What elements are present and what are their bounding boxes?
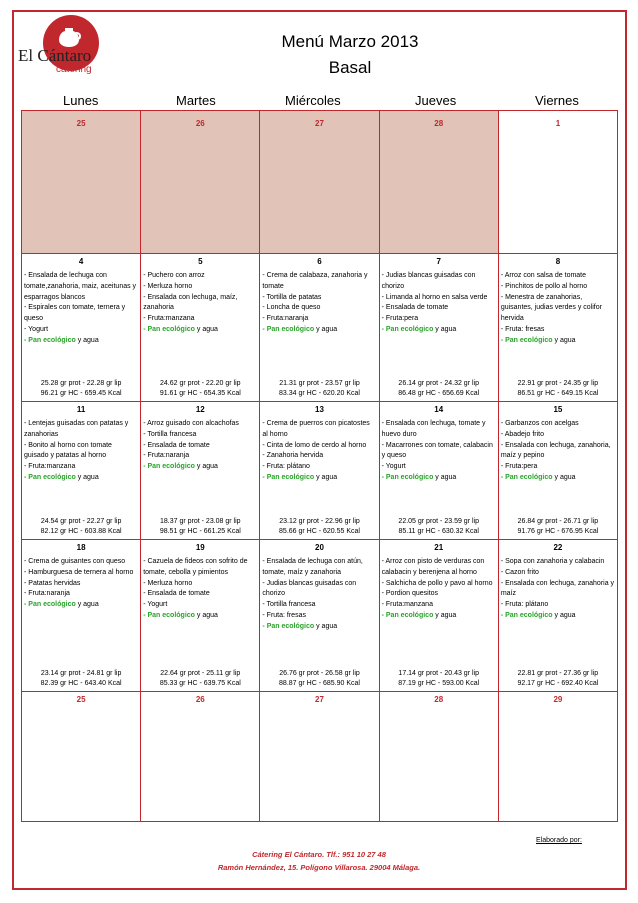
menu-item: - Cinta de lomo de cerdo al horno [262, 441, 367, 449]
menu-items [260, 557, 378, 633]
nutrition-line: 26.84 gr prot - 26.71 gr lip [517, 518, 599, 525]
nutrition-line: 17.14 gr prot - 20.43 gr lip [398, 670, 479, 677]
menu-item: - Macarrones con tomate, calabacin y queso [381, 441, 493, 460]
day-cell [380, 692, 499, 822]
eco-bread-line: - Pan ecológico y agua [262, 325, 338, 333]
menu-item: - Fruta:manzana [143, 315, 195, 323]
nutrition-line: 23.14 gr prot - 24.81 gr lip [40, 670, 122, 677]
day-number: 22 [553, 543, 563, 552]
day-cell [22, 402, 141, 540]
day-number: 21 [434, 543, 444, 552]
weekday-header [21, 93, 618, 110]
nutrition-info [499, 379, 617, 399]
nutrition-line: 24.62 gr prot - 22.20 gr lip [160, 380, 241, 387]
menu-items [499, 271, 617, 347]
day-cell [499, 402, 618, 540]
eco-bread-line: - Pan ecológico y agua [381, 473, 457, 481]
day-cell [260, 254, 379, 402]
menu-item: - Merluza horno [143, 282, 193, 290]
eco-bread-suffix: y agua [433, 473, 457, 481]
day-number: 15 [553, 405, 563, 414]
menu-item: - Yogurt [24, 325, 49, 333]
eco-bread-label: Pan ecológico [266, 622, 315, 630]
eco-bread-label: Pan ecológico [147, 463, 195, 471]
footer-line-1: Cátering El Cántaro. Tlf.: 951 10 27 48 [252, 850, 386, 859]
day-cell [141, 402, 260, 540]
eco-bread-label: Pan ecológico [505, 473, 553, 481]
eco-bread-suffix: y agua [194, 325, 218, 333]
eco-bread-label: Pan ecológico [28, 473, 76, 481]
day-cell [380, 111, 499, 254]
menu-item: - Lentejas guisadas con patatas y zanahorias [24, 420, 129, 438]
menu-item: - Tortilla francesa [143, 430, 197, 438]
menu-item: - Pordion quesitos [381, 590, 439, 598]
nutrition-info [260, 669, 378, 689]
menu-item: - Ensalada con lechuga, zanahoria, maíz y pepino [500, 441, 611, 460]
menu-item: - Loncha de queso [262, 304, 321, 312]
day-number: 19 [195, 543, 205, 552]
day-number: 29 [553, 695, 563, 704]
menu-item: - Tortilla francesa [262, 601, 316, 609]
day-cell [260, 111, 379, 254]
nutrition-line: 91.76 gr HC - 676.95 Kcal [517, 528, 599, 535]
eco-bread-suffix: y agua [75, 473, 99, 481]
elaborado-label: Elaborado por: [536, 837, 582, 844]
nutrition-line: 22.64 gr prot - 25.11 gr lip [160, 670, 241, 677]
nutrition-line: 85.11 gr HC - 630.32 Kcal [398, 528, 479, 535]
day-number: 28 [434, 695, 444, 704]
nutrition-line: 82.12 gr HC - 603.88 Kcal [40, 528, 122, 535]
menu-items [260, 419, 378, 484]
day-cell [22, 111, 141, 254]
menu-items [141, 271, 259, 336]
nutrition-line: 22.91 gr prot - 24.35 gr lip [517, 380, 599, 387]
nutrition-line: 87.19 gr HC - 593.00 Kcal [398, 680, 480, 687]
logo-subtitle: catering [56, 64, 92, 75]
menu-items [22, 419, 140, 484]
menu-item: - Crema de calabaza, zanahoria y [262, 272, 368, 279]
nutrition-line: 88.87 gr HC - 685.90 Kcal [279, 680, 360, 687]
menu-items [380, 557, 498, 622]
menu-items [499, 557, 617, 622]
eco-bread-line: - Pan ecológico y agua [24, 336, 99, 344]
menu-item: - Arroz con salsa de tomate [500, 272, 587, 279]
menu-item: - Ensalada de lechuga con tomate,zanahoria, maiz, aceitunas y esparragos blancos [24, 272, 137, 301]
day-viernes: Viernes [535, 93, 579, 108]
day-cell [22, 540, 141, 692]
logo [16, 14, 102, 74]
nutrition-info [141, 669, 259, 689]
eco-bread-label: Pan ecológico [385, 325, 434, 333]
day-number: 18 [76, 543, 86, 552]
nutrition-line: 26.14 gr prot - 24.32 gr lip [398, 380, 479, 387]
eco-bread-suffix: y agua [314, 622, 338, 630]
menu-item: - Ensalada con lechuga, zanahoria y maíz [500, 579, 615, 598]
menu-item: - Fruta:pera [381, 315, 419, 323]
day-number: 4 [78, 257, 84, 266]
day-number: 8 [555, 257, 561, 266]
menu-item: - Yogurt [143, 601, 168, 609]
menu-items [380, 419, 498, 484]
nutrition-line: 21.31 gr prot - 23.57 gr lip [279, 380, 360, 387]
menu-item: - Arroz con pisto de verduras con calabacin y berenjena al horno [381, 558, 485, 576]
nutrition-info [22, 379, 140, 399]
menu-calendar [21, 110, 618, 822]
menu-item: - Sopa con zanahoria y calabacin [500, 558, 605, 565]
eco-bread-suffix: y agua [314, 325, 338, 333]
menu-item: - Fruta: fresas [262, 611, 306, 619]
day-number: 28 [434, 119, 444, 128]
menu-item: - Menestra de zanahorias, guisantes, judias verdes y colifor hervida [500, 293, 602, 323]
eco-bread-line: - Pan ecológico y agua [381, 611, 457, 619]
day-cell [22, 692, 141, 822]
nutrition-line: 85.33 gr HC - 639.75 Kcal [159, 680, 241, 687]
day-number: 12 [195, 405, 205, 414]
day-cell [499, 111, 618, 254]
day-number: 1 [555, 119, 561, 128]
menu-item: - Arroz guisado con alcachofas [143, 420, 239, 427]
eco-bread-suffix: y agua [552, 611, 576, 619]
page-title [240, 29, 460, 81]
day-martes: Martes [176, 93, 216, 108]
menu-items [141, 419, 259, 473]
menu-item: - Ensalada de lechuga con atún, tomate, maíz y zanahoria [262, 558, 363, 576]
day-cell [141, 111, 260, 254]
day-cell [499, 254, 618, 402]
day-cell [380, 402, 499, 540]
day-cell [499, 692, 618, 822]
day-number: 5 [198, 257, 203, 266]
eco-bread-line: - Pan ecológico y agua [262, 473, 338, 481]
day-cell [22, 254, 141, 402]
eco-bread-label: Pan ecológico [266, 473, 315, 481]
menu-item: - Fruta:naranja [24, 590, 70, 598]
nutrition-line: 86.51 gr HC - 649.15 Kcal [517, 390, 599, 397]
nutrition-info [260, 517, 378, 537]
eco-bread-suffix: y agua [552, 336, 576, 344]
menu-item: - Yogurt [381, 463, 406, 471]
eco-bread-line: - Pan ecológico y agua [500, 473, 576, 481]
week-row [22, 540, 618, 692]
menu-item: - Abadejo frito [500, 430, 545, 438]
menu-item: - Pinchitos de pollo al horno [500, 282, 588, 290]
nutrition-line: 92.17 gr HC - 692.40 Kcal [517, 680, 599, 687]
menu-item: - Crema de guisantes con queso [24, 558, 126, 565]
logo-name: El Cántaro [18, 46, 92, 65]
jug-icon [56, 26, 82, 48]
menu-item: - Fruta:naranja [143, 452, 190, 460]
nutrition-line: 25.28 gr prot - 22.28 gr lip [40, 380, 122, 387]
day-jueves: Jueves [415, 93, 457, 108]
menu-item: - Fruta:manzana [381, 601, 433, 609]
menu-item: - Fruta:naranja [262, 315, 309, 323]
day-number: 13 [315, 405, 324, 414]
day-number: 27 [315, 119, 324, 128]
eco-bread-line: - Pan ecológico y agua [500, 611, 576, 619]
eco-bread-label: Pan ecológico [385, 611, 434, 619]
menu-items [22, 271, 140, 347]
nutrition-line: 22.81 gr prot - 27.36 gr lip [517, 670, 599, 677]
eco-bread-suffix: y agua [433, 325, 457, 333]
week-row [22, 111, 618, 254]
menu-items [260, 271, 378, 336]
menu-item: - Fruta: fresas [500, 325, 545, 333]
footer-line-2: Ramón Hernández, 15. Polígono Villarosa. 29004 Málaga. [217, 863, 421, 872]
eco-bread-suffix: y agua [75, 601, 99, 609]
week-row [22, 254, 618, 402]
nutrition-line: 24.54 gr prot - 22.27 gr lip [40, 518, 122, 525]
eco-bread-line: - Pan ecológico y agua [381, 325, 457, 333]
eco-bread-suffix: y agua [194, 611, 218, 619]
eco-bread-line: - Pan ecológico y agua [143, 325, 218, 333]
menu-item: - Judias blancas guisadas con chorizo [381, 272, 476, 290]
title-line-2: Basal [328, 58, 372, 77]
menu-item: - Crema de puerros con picatostes al horno [262, 420, 370, 438]
nutrition-line: 22.05 gr prot - 23.59 gr lip [398, 518, 479, 525]
menu-item: - Ensalada de tomate [143, 590, 210, 598]
nutrition-info [22, 517, 140, 537]
eco-bread-label: Pan ecológico [266, 325, 315, 333]
day-number: 25 [76, 119, 86, 128]
menu-item: - Zanahoria hervida [262, 452, 324, 460]
menu-item: - Fruta:pera [500, 463, 538, 471]
menu-items [380, 271, 498, 336]
day-number: 14 [434, 405, 444, 414]
nutrition-line: 18.37 gr prot - 23.08 gr lip [160, 518, 241, 525]
menu-items [141, 557, 259, 622]
menu-item: - Merluza horno [143, 579, 193, 587]
eco-bread-label: Pan ecológico [147, 325, 195, 333]
menu-item: - Limanda al horno en salsa verde [381, 293, 488, 301]
eco-bread-line: - Pan ecológico y agua [24, 601, 99, 609]
menu-item: - Hamburguesa de ternera al horno [24, 568, 134, 576]
week-row [22, 692, 618, 822]
eco-bread-label: Pan ecológico [505, 611, 553, 619]
nutrition-info [141, 517, 259, 537]
nutrition-line: 98.51 gr HC - 661.25 Kcal [159, 528, 241, 535]
menu-items [499, 419, 617, 484]
day-miercoles: Miércoles [285, 93, 341, 108]
nutrition-info [380, 379, 498, 399]
nutrition-info [141, 379, 259, 399]
week-row [22, 402, 618, 540]
menu-item: - Fruta: plátano [500, 601, 549, 609]
day-number: 25 [76, 695, 86, 704]
nutrition-info [380, 669, 498, 689]
nutrition-line: 96.21 gr HC - 659.45 Kcal [40, 390, 122, 397]
nutrition-line: 23.12 gr prot - 22.96 gr lip [279, 518, 360, 525]
eco-bread-suffix: y agua [552, 473, 576, 481]
title-line-1: Menú Marzo 2013 [281, 32, 419, 51]
menu-item: - Espirales con tomate, ternera y queso [24, 304, 126, 323]
menu-item: - Judias blancas guisadas con chorizo [262, 579, 357, 598]
nutrition-line: 86.48 gr HC - 656.69 Kcal [398, 390, 480, 397]
eco-bread-label: Pan ecológico [28, 336, 76, 344]
menu-item: - Tortilla de patatas [262, 293, 322, 301]
menu-item: - Bonito al horno con tomate guisado y patatas al horno [24, 441, 112, 460]
eco-bread-suffix: y agua [194, 463, 218, 471]
eco-bread-label: Pan ecológico [385, 473, 434, 481]
menu-item: - Cazuela de fideos con sofrito de tomate, cebolla y pimientos [143, 558, 248, 576]
day-cell [260, 402, 379, 540]
menu-item: - Ensalada de tomate [381, 304, 449, 312]
menu-item: - Fruta: plátano [262, 463, 310, 471]
day-lunes: Lunes [63, 93, 99, 108]
menu-item: - Ensalada con lechuga, tomate y huevo duro [381, 420, 486, 438]
nutrition-info [260, 379, 378, 399]
day-cell [141, 692, 260, 822]
eco-bread-line: - Pan ecológico y agua [143, 463, 218, 471]
day-number: 7 [436, 257, 441, 266]
nutrition-line: 83.34 gr HC - 620.20 Kcal [279, 390, 360, 397]
day-cell [141, 540, 260, 692]
day-cell [380, 540, 499, 692]
day-cell [141, 254, 260, 402]
eco-bread-suffix: y agua [75, 336, 99, 344]
nutrition-line: 91.61 gr HC - 654.35 Kcal [159, 390, 241, 397]
nutrition-info [22, 669, 140, 689]
day-number: 6 [317, 257, 322, 266]
day-number: 27 [315, 695, 324, 704]
eco-bread-line: - Pan ecológico y agua [143, 611, 218, 619]
menu-item: - Patatas hervidas [24, 579, 81, 587]
day-cell [260, 692, 379, 822]
menu-item: - Cazon frito [500, 568, 539, 576]
day-number: 26 [195, 695, 205, 704]
eco-bread-label: Pan ecológico [28, 601, 76, 609]
nutrition-line: 26.76 gr prot - 26.58 gr lip [279, 670, 360, 677]
menu-items [22, 557, 140, 611]
nutrition-info [380, 517, 498, 537]
eco-bread-label: Pan ecológico [147, 611, 195, 619]
day-number: 20 [315, 543, 324, 552]
day-cell [260, 540, 379, 692]
nutrition-info [499, 669, 617, 689]
menu-item: - Salchicha de pollo y pavo al horno [381, 579, 493, 587]
eco-bread-label: Pan ecológico [505, 336, 553, 344]
day-number: 11 [76, 405, 86, 414]
eco-bread-line: - Pan ecológico y agua [24, 473, 99, 481]
nutrition-line: 82.39 gr HC - 643.40 Kcal [40, 680, 122, 687]
menu-item: - Garbanzos con acelgas [500, 420, 579, 427]
menu-item: - Fruta:manzana [24, 463, 76, 471]
day-cell [380, 254, 499, 402]
eco-bread-suffix: y agua [433, 611, 457, 619]
menu-item: - Ensalada de tomate [143, 441, 210, 449]
menu-item: - Ensalada con lechuga, maíz, zanahoria [143, 293, 238, 312]
day-number: 26 [195, 119, 205, 128]
nutrition-line: 85.66 gr HC - 620.55 Kcal [279, 528, 360, 535]
eco-bread-line: - Pan ecológico y agua [500, 336, 576, 344]
menu-item: - Puchero con arroz [143, 272, 205, 279]
menu-item: tomate [262, 282, 284, 290]
eco-bread-line: - Pan ecológico y agua [262, 622, 338, 630]
eco-bread-suffix: y agua [314, 473, 338, 481]
day-cell [499, 540, 618, 692]
nutrition-info [499, 517, 617, 537]
